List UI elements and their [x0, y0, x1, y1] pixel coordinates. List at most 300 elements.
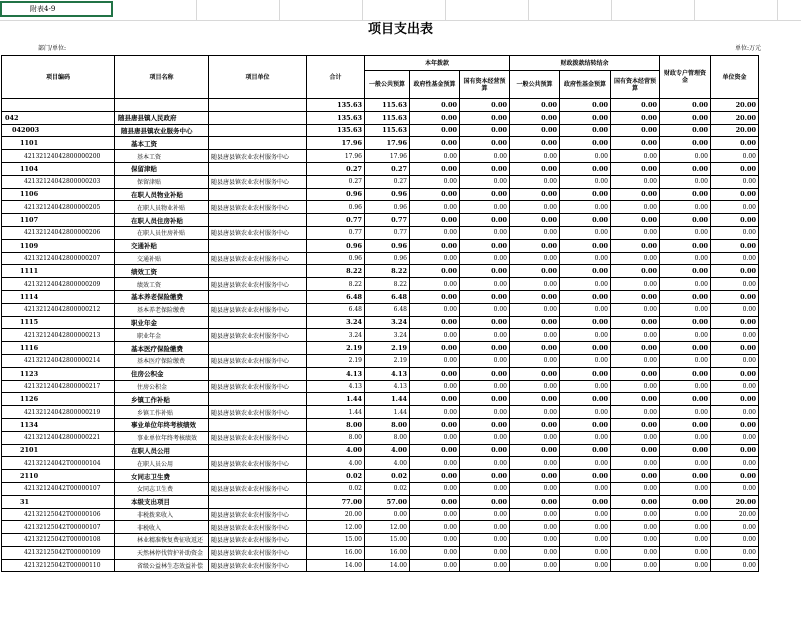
cell-amount: 0.00 [460, 99, 510, 112]
cell-name: 保留津贴 [115, 175, 209, 188]
cell-unit: 随县唐县镇农业农村服务中心 [209, 559, 307, 572]
cell-unit [209, 239, 307, 252]
cell-name: 绩效工资 [115, 278, 209, 291]
cell-amount: 0.00 [510, 546, 560, 559]
cell-amount: 0.96 [365, 188, 410, 201]
cell-code: 42132124042T00000107 [2, 482, 115, 495]
table-row[interactable] [2, 316, 759, 329]
cell-amount: 0.00 [660, 214, 711, 227]
cell-amount: 6.48 [365, 303, 410, 316]
table-row[interactable] [2, 99, 759, 112]
cell-amount: 0.00 [410, 470, 460, 483]
cell-unit: 随县唐县镇农业农村服务中心 [209, 508, 307, 521]
cell-code: 2110 [2, 470, 115, 483]
cell-amount: 0.27 [307, 162, 365, 175]
table-row[interactable] [2, 278, 759, 291]
cell-amount: 0.00 [711, 354, 759, 367]
table-row[interactable] [2, 444, 759, 457]
cell-amount: 0.00 [611, 162, 660, 175]
col-carry-general-header: 一般公共预算 [510, 71, 560, 99]
table-row[interactable] [2, 201, 759, 214]
cell-name: 事业单位年终考核绩效 [115, 431, 209, 444]
table-row[interactable] [2, 137, 759, 150]
cell-name: 交通补贴 [115, 252, 209, 265]
table-row[interactable] [2, 329, 759, 342]
cell-code: 1116 [2, 342, 115, 355]
table-row[interactable] [2, 354, 759, 367]
table-row[interactable] [2, 508, 759, 521]
cell-code: 1114 [2, 290, 115, 303]
cell-amount: 0.00 [611, 329, 660, 342]
col-code-header: 项目编码 [2, 56, 115, 99]
cell-amount: 0.02 [365, 482, 410, 495]
cell-amount: 0.96 [365, 252, 410, 265]
cell-amount: 0.00 [410, 201, 460, 214]
cell-amount: 0.00 [611, 431, 660, 444]
cell-name: 交通补贴 [115, 239, 209, 252]
cell-amount: 8.00 [307, 418, 365, 431]
cell-unit [209, 137, 307, 150]
cell-unit: 随县唐县镇农业农村服务中心 [209, 521, 307, 534]
cell-amount: 8.22 [307, 278, 365, 291]
cell-name: 基本工资 [115, 137, 209, 150]
cell-amount: 77.00 [307, 495, 365, 508]
cell-amount: 0.00 [460, 546, 510, 559]
cell-unit [209, 124, 307, 137]
table-row[interactable] [2, 546, 759, 559]
cell-amount: 0.00 [660, 508, 711, 521]
cell-amount: 0.00 [410, 252, 460, 265]
cell-amount: 0.00 [611, 290, 660, 303]
cell-amount: 4.13 [307, 367, 365, 380]
cell-name: 随县唐县镇人民政府 [115, 111, 209, 124]
cell-amount: 0.00 [410, 278, 460, 291]
table-row[interactable] [2, 521, 759, 534]
cell-amount: 1.44 [307, 406, 365, 419]
cell-amount: 0.00 [611, 380, 660, 393]
cell-amount: 0.00 [510, 342, 560, 355]
cell-unit [209, 99, 307, 112]
table-row[interactable] [2, 534, 759, 547]
cell-amount: 0.00 [660, 278, 711, 291]
cell-amount: 0.00 [510, 508, 560, 521]
cell-amount: 0.00 [660, 470, 711, 483]
cell-amount: 0.00 [460, 150, 510, 163]
cell-amount: 0.00 [460, 380, 510, 393]
cell-unit: 随县唐县镇农业农村服务中心 [209, 482, 307, 495]
cell-amount: 115.63 [365, 124, 410, 137]
cell-amount: 14.00 [365, 559, 410, 572]
cell-amount: 0.00 [460, 188, 510, 201]
cell-amount: 0.00 [510, 188, 560, 201]
cell-amount: 0.00 [660, 239, 711, 252]
cell-amount: 0.00 [611, 546, 660, 559]
cell-amount: 0.00 [660, 342, 711, 355]
cell-name: 本级支出项目 [115, 495, 209, 508]
cell-amount: 0.96 [307, 239, 365, 252]
cell-amount: 0.00 [711, 265, 759, 278]
cell-amount: 0.00 [560, 124, 611, 137]
col-carry-govfund-header: 政府性基金预算 [560, 71, 611, 99]
table-row[interactable] [2, 252, 759, 265]
cell-amount: 0.00 [560, 290, 611, 303]
cell-amount: 0.00 [460, 406, 510, 419]
dept-label: 部门/单位: [38, 45, 67, 52]
current-year-header: 本年拨款 [365, 56, 510, 71]
col-total-header: 合计 [307, 56, 365, 99]
cell-amount: 2.19 [307, 342, 365, 355]
cell-amount: 0.00 [410, 406, 460, 419]
cell-amount: 0.00 [410, 495, 460, 508]
cell-amount: 0.00 [560, 406, 611, 419]
cell-amount: 0.00 [510, 431, 560, 444]
cell-name: 在职人员物业补贴 [115, 201, 209, 214]
table-row[interactable] [2, 406, 759, 419]
cell-code: 42132125042T00000109 [2, 546, 115, 559]
cell-amount: 0.00 [560, 162, 611, 175]
cell-amount: 0.00 [711, 534, 759, 547]
cell-amount: 0.00 [560, 482, 611, 495]
table-row[interactable] [2, 214, 759, 227]
cell-amount: 0.00 [560, 214, 611, 227]
cell-amount: 0.00 [460, 393, 510, 406]
cell-amount: 0.00 [510, 226, 560, 239]
cell-amount: 0.00 [611, 316, 660, 329]
cell-amount: 0.00 [711, 278, 759, 291]
cell-amount: 0.00 [660, 290, 711, 303]
cell-amount: 0.00 [510, 137, 560, 150]
cell-amount: 0.27 [365, 162, 410, 175]
cell-amount: 3.24 [307, 329, 365, 342]
cell-amount: 0.00 [611, 457, 660, 470]
cell-amount: 0.00 [560, 329, 611, 342]
table-row[interactable] [2, 418, 759, 431]
cell-amount: 0.96 [365, 239, 410, 252]
cell-amount: 0.00 [660, 521, 711, 534]
table-row[interactable] [2, 175, 759, 188]
cell-amount: 20.00 [711, 99, 759, 112]
cell-amount: 3.24 [365, 329, 410, 342]
cell-amount: 0.00 [611, 508, 660, 521]
expenditure-table [1, 55, 759, 572]
cell-name: 在职人员公用 [115, 444, 209, 457]
cell-amount: 0.00 [410, 329, 460, 342]
cell-amount: 0.00 [410, 367, 460, 380]
cell-amount: 0.02 [307, 470, 365, 483]
table-row[interactable] [2, 290, 759, 303]
cell-amount: 0.00 [560, 150, 611, 163]
cell-amount: 0.00 [460, 444, 510, 457]
cell-amount: 0.00 [560, 175, 611, 188]
cell-code: 42132124042800000205 [2, 201, 115, 214]
cell-amount: 0.00 [560, 546, 611, 559]
cell-code: 1123 [2, 367, 115, 380]
cell-amount: 0.00 [560, 342, 611, 355]
cell-name: 保留津贴 [115, 162, 209, 175]
cell-amount: 14.00 [307, 559, 365, 572]
cell-amount: 0.00 [660, 201, 711, 214]
cell-amount: 0.00 [410, 342, 460, 355]
cell-amount: 0.00 [611, 214, 660, 227]
cell-amount: 0.00 [711, 457, 759, 470]
cell-amount: 0.00 [660, 534, 711, 547]
cell-unit: 随县唐县镇农业农村服务中心 [209, 303, 307, 316]
cell-amount: 0.00 [611, 278, 660, 291]
cell-code: 42132124042800000212 [2, 303, 115, 316]
cell-amount: 0.00 [510, 470, 560, 483]
cell-name: 基本养老保险缴费 [115, 290, 209, 303]
cell-amount: 0.00 [711, 406, 759, 419]
cell-code: 42132124042800000217 [2, 380, 115, 393]
cell-code: 042003 [2, 124, 115, 137]
col-name-header: 项目名称 [115, 56, 209, 99]
cell-code: 42132124042800000213 [2, 329, 115, 342]
cell-amount: 17.96 [365, 137, 410, 150]
cell-amount: 0.00 [410, 546, 460, 559]
table-row[interactable] [2, 226, 759, 239]
cell-amount: 0.00 [365, 508, 410, 521]
cell-amount: 0.00 [510, 201, 560, 214]
cell-amount: 0.00 [460, 201, 510, 214]
cell-amount: 0.02 [307, 482, 365, 495]
cell-amount: 8.00 [307, 431, 365, 444]
selected-cell[interactable]: 附表4-9 [0, 1, 113, 17]
cell-amount: 15.00 [307, 534, 365, 547]
cell-amount: 0.00 [560, 278, 611, 291]
cell-amount: 0.00 [510, 239, 560, 252]
cell-amount: 0.00 [560, 393, 611, 406]
cell-amount: 0.00 [660, 495, 711, 508]
cell-amount: 6.48 [307, 303, 365, 316]
cell-amount: 0.00 [410, 124, 460, 137]
cell-code: 42132124042800000219 [2, 406, 115, 419]
cell-amount: 0.00 [660, 431, 711, 444]
cell-code: 42132124042800000206 [2, 226, 115, 239]
cell-amount: 0.00 [460, 162, 510, 175]
cell-amount: 0.02 [365, 470, 410, 483]
cell-amount: 0.00 [560, 418, 611, 431]
cell-amount: 1.44 [365, 393, 410, 406]
cell-amount: 0.00 [560, 188, 611, 201]
cell-amount: 0.00 [611, 239, 660, 252]
cell-amount: 0.00 [711, 342, 759, 355]
cell-amount: 20.00 [307, 508, 365, 521]
cell-unit: 随县唐县镇农业农村服务中心 [209, 431, 307, 444]
column-gridlines [0, 0, 801, 21]
cell-amount: 0.00 [660, 175, 711, 188]
cell-amount: 0.00 [711, 214, 759, 227]
cell-amount: 20.00 [711, 124, 759, 137]
cell-amount: 0.00 [660, 265, 711, 278]
cell-amount: 0.00 [410, 354, 460, 367]
cell-amount: 8.00 [365, 431, 410, 444]
cell-amount: 0.00 [611, 137, 660, 150]
table-row[interactable] [2, 367, 759, 380]
cell-amount: 0.00 [660, 137, 711, 150]
cell-amount: 0.00 [711, 521, 759, 534]
cell-unit: 随县唐县镇农业农村服务中心 [209, 457, 307, 470]
cell-amount: 0.00 [560, 111, 611, 124]
cell-name: 职业年金 [115, 329, 209, 342]
cell-amount: 0.00 [660, 188, 711, 201]
cell-amount: 0.00 [460, 508, 510, 521]
cell-name: 住房公积金 [115, 367, 209, 380]
cell-amount: 0.00 [510, 290, 560, 303]
cell-amount: 0.00 [660, 316, 711, 329]
cell-code: 42132124042800000214 [2, 354, 115, 367]
cell-amount: 0.00 [611, 367, 660, 380]
cell-amount: 0.00 [660, 329, 711, 342]
cell-amount: 0.00 [660, 380, 711, 393]
cell-amount: 0.00 [410, 418, 460, 431]
cell-name: 基本养老保险缴费 [115, 303, 209, 316]
cell-amount: 0.00 [660, 99, 711, 112]
cell-amount: 20.00 [711, 111, 759, 124]
cell-unit: 随县唐县镇农业农村服务中心 [209, 354, 307, 367]
table-row[interactable] [2, 188, 759, 201]
table-row[interactable] [2, 111, 759, 124]
cell-amount: 0.00 [611, 418, 660, 431]
cell-unit [209, 444, 307, 457]
cell-amount: 0.00 [510, 559, 560, 572]
table-row[interactable] [2, 150, 759, 163]
table-row[interactable] [2, 431, 759, 444]
cell-amount: 0.00 [560, 444, 611, 457]
cell-amount: 135.63 [307, 99, 365, 112]
cell-amount: 0.00 [660, 354, 711, 367]
table-row[interactable] [2, 162, 759, 175]
cell-unit [209, 393, 307, 406]
cell-amount: 17.96 [307, 150, 365, 163]
cell-amount: 8.22 [365, 278, 410, 291]
cell-amount: 0.00 [560, 354, 611, 367]
cell-name: 乡镇工作补贴 [115, 406, 209, 419]
cell-amount: 0.00 [460, 534, 510, 547]
table-row[interactable] [2, 482, 759, 495]
cell-amount: 0.00 [660, 406, 711, 419]
table-row[interactable] [2, 303, 759, 316]
table-row[interactable] [2, 239, 759, 252]
table-row[interactable] [2, 342, 759, 355]
cell-amount: 0.00 [410, 175, 460, 188]
cell-amount: 0.00 [660, 457, 711, 470]
cell-amount: 0.00 [410, 393, 460, 406]
cell-amount: 0.00 [460, 226, 510, 239]
cell-name: 住房公积金 [115, 380, 209, 393]
cell-code: 42132124042800000209 [2, 278, 115, 291]
cell-amount: 0.00 [460, 214, 510, 227]
cell-amount: 8.00 [365, 418, 410, 431]
cell-amount: 4.00 [365, 457, 410, 470]
cell-code: 42132125042T00000108 [2, 534, 115, 547]
cell-unit [209, 188, 307, 201]
cell-amount: 1.44 [365, 406, 410, 419]
cell-amount: 0.00 [460, 175, 510, 188]
cell-amount: 0.00 [410, 444, 460, 457]
cell-amount: 0.00 [510, 214, 560, 227]
cell-amount: 0.00 [510, 329, 560, 342]
cell-amount: 0.00 [560, 239, 611, 252]
cell-amount: 0.00 [711, 303, 759, 316]
cell-amount: 0.00 [410, 508, 460, 521]
table-row[interactable] [2, 559, 759, 572]
cell-name: 在职人员住房补贴 [115, 214, 209, 227]
cell-amount: 2.19 [365, 342, 410, 355]
cell-amount: 0.00 [510, 380, 560, 393]
col-carry-statecap-header: 国有资本经营预算 [611, 71, 660, 99]
cell-code: 042 [2, 111, 115, 124]
cell-amount: 0.00 [711, 290, 759, 303]
cell-amount: 0.00 [611, 495, 660, 508]
cell-amount: 0.00 [510, 265, 560, 278]
cell-amount: 0.00 [711, 150, 759, 163]
table-row[interactable] [2, 380, 759, 393]
cell-amount: 4.13 [365, 380, 410, 393]
cell-amount: 0.00 [711, 431, 759, 444]
cell-amount: 0.77 [365, 214, 410, 227]
cell-amount: 0.00 [560, 380, 611, 393]
cell-amount: 8.22 [365, 265, 410, 278]
cell-amount: 0.00 [410, 431, 460, 444]
cell-unit [209, 495, 307, 508]
cell-amount: 0.27 [365, 175, 410, 188]
cell-amount: 0.00 [410, 111, 460, 124]
table-row[interactable] [2, 457, 759, 470]
cell-name: 基本工资 [115, 150, 209, 163]
table-row[interactable] [2, 265, 759, 278]
cell-amount: 0.00 [410, 482, 460, 495]
cell-amount: 0.00 [611, 470, 660, 483]
cell-amount: 0.00 [611, 252, 660, 265]
cell-amount: 0.00 [611, 521, 660, 534]
cell-unit [209, 316, 307, 329]
col-general-header: 一般公共预算 [365, 71, 410, 99]
cell-code: 1109 [2, 239, 115, 252]
cell-code: 1104 [2, 162, 115, 175]
carryover-header: 财政拨款结转结余 [510, 56, 660, 71]
cell-amount: 0.00 [460, 354, 510, 367]
cell-amount: 0.00 [611, 111, 660, 124]
col-special-header: 财政专户管理资金 [660, 56, 711, 99]
cell-amount: 16.00 [307, 546, 365, 559]
table-row[interactable] [2, 495, 759, 508]
cell-unit: 随县唐县镇农业农村服务中心 [209, 546, 307, 559]
cell-amount: 0.00 [611, 482, 660, 495]
cell-amount: 0.00 [510, 175, 560, 188]
cell-amount: 0.00 [560, 201, 611, 214]
cell-amount: 0.00 [611, 393, 660, 406]
cell-amount: 0.00 [711, 188, 759, 201]
cell-amount: 0.00 [460, 137, 510, 150]
cell-amount: 0.00 [660, 150, 711, 163]
cell-amount: 0.00 [660, 226, 711, 239]
cell-unit: 随县唐县镇农业农村服务中心 [209, 150, 307, 163]
cell-amount: 4.13 [365, 367, 410, 380]
cell-amount: 4.00 [365, 444, 410, 457]
cell-code [2, 99, 115, 112]
cell-amount: 0.00 [560, 508, 611, 521]
cell-amount: 0.00 [460, 278, 510, 291]
cell-amount: 0.00 [510, 367, 560, 380]
table-row[interactable] [2, 124, 759, 137]
cell-amount: 0.00 [410, 290, 460, 303]
table-row[interactable] [2, 470, 759, 483]
cell-code: 42132124042800000203 [2, 175, 115, 188]
cell-amount: 0.00 [611, 342, 660, 355]
cell-code: 1111 [2, 265, 115, 278]
cell-unit: 随县唐县镇农业农村服务中心 [209, 380, 307, 393]
table-row[interactable] [2, 393, 759, 406]
